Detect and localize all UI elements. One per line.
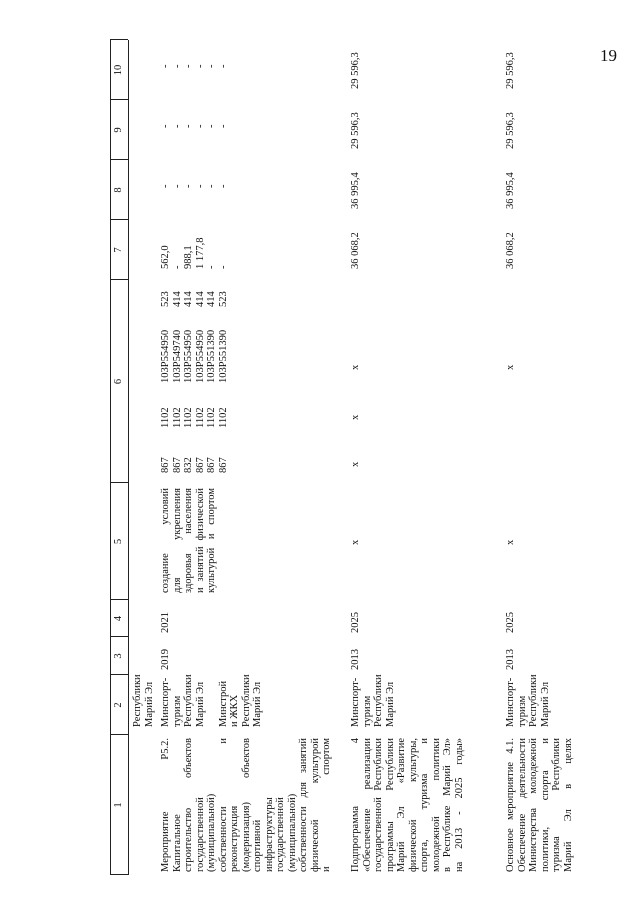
table-cell-amount-col7: 562,0 - 988,1 1 177,8 - - xyxy=(160,237,229,269)
table-cell-amount-col8: 36 995,4 xyxy=(505,172,516,209)
table-cell-start-year: 2013 xyxy=(350,649,361,670)
table-cell-vr: 523 414 414 414 414 523 xyxy=(160,291,229,307)
table-top-border xyxy=(110,40,111,875)
table-cell-csr: 103P554950 103P549740 103P554950 103P554950 103P551390 103P551390 xyxy=(160,329,229,383)
table-cell-rzpr: х xyxy=(350,414,361,420)
column-header: 5 xyxy=(113,538,124,545)
table-cell-start-year: 2019 xyxy=(160,649,171,670)
table-cell-end-year: 2025 xyxy=(505,612,516,633)
table-cell-amount-col10: - - - - - - xyxy=(160,64,229,68)
table-cell-result: создание условий для укрепления здоровья населения и занятий физической культурой и спортом xyxy=(160,488,217,593)
column-header: 2 xyxy=(113,702,124,708)
table-cell-executor: Минспорт- туризм Республики Марий Эл xyxy=(505,674,551,727)
table-cell-name: Основное мероприятие 4.1. Обеспечение деятельности Министерства молодежной политики, спорта и туризма Республики Марий Эл в целях xyxy=(505,738,574,872)
table-cell-rzpr: 1102 1102 1102 1102 1102 1102 xyxy=(160,407,229,428)
column-header: 4 xyxy=(113,615,124,622)
column-header: 3 xyxy=(113,653,124,659)
table-cell-amount-col8: - - - - - - xyxy=(160,184,229,188)
table-cell-amount-col7: 36 068,2 xyxy=(350,232,361,269)
column-header: 7 xyxy=(113,247,124,253)
header-bottom-border xyxy=(128,40,129,875)
table-cell-name: Подпрограмма 4 «Обеспечение реализации государственной Республики программы Республики Марий Эл «Развитие физической культуры, спорта, туризма и молодежной политики в Республике Марий Эл» на 2013 - 2025 годы» xyxy=(350,738,465,872)
column-header: 10 xyxy=(113,64,124,76)
budget-table xyxy=(110,40,600,875)
table-cell-amount-col10: 29 596,3 xyxy=(350,52,361,89)
table-cell-amount-col7: 36 068,2 xyxy=(505,232,516,269)
continuation-text: Республики Марий Эл xyxy=(132,674,155,727)
table-cell-executor: Минспорт- туризм Республики Марий Эл xyxy=(350,674,396,727)
table-cell-amount-col9: - - - - - - xyxy=(160,124,229,128)
table-cell-grbs: 867 867 832 867 867 867 xyxy=(160,457,229,473)
table-cell-name: Мероприятие Р5.2. Капитальное строительство объектов государственной (муниципальной) собственности и реконструкция (модернизация) объектов спортивной инфраструктуры государственной (муниципальной) собственности для занятий физической культурой и спортом xyxy=(160,738,332,872)
column-header: 9 xyxy=(113,127,124,133)
table-cell-code: х xyxy=(505,364,516,370)
table-cell-csr: х xyxy=(350,364,361,370)
table-cell-amount-col9: 29 596,3 xyxy=(505,112,516,149)
table-cell-amount-col8: 36 995,4 xyxy=(350,172,361,209)
column-header: 8 xyxy=(113,187,124,193)
table-cell-result: х xyxy=(505,539,516,545)
table-cell-executor: Минспорт- туризм Республики Марий Эл Минстрой и ЖКХ Республики Марий Эл xyxy=(160,674,263,727)
table-cell-start-year: 2013 xyxy=(505,649,516,670)
table-cell-grbs: х xyxy=(350,461,361,467)
table-cell-result: х xyxy=(350,539,361,545)
column-header: 6 xyxy=(113,378,124,385)
table-cell-amount-col9: 29 596,3 xyxy=(350,112,361,149)
page-number: 19 xyxy=(600,46,617,65)
table-cell-end-year: 2025 xyxy=(350,612,361,633)
column-header: 1 xyxy=(113,802,124,808)
table-cell-end-year: 2021 xyxy=(160,612,171,633)
table-cell-amount-col10: 29 596,3 xyxy=(505,52,516,89)
